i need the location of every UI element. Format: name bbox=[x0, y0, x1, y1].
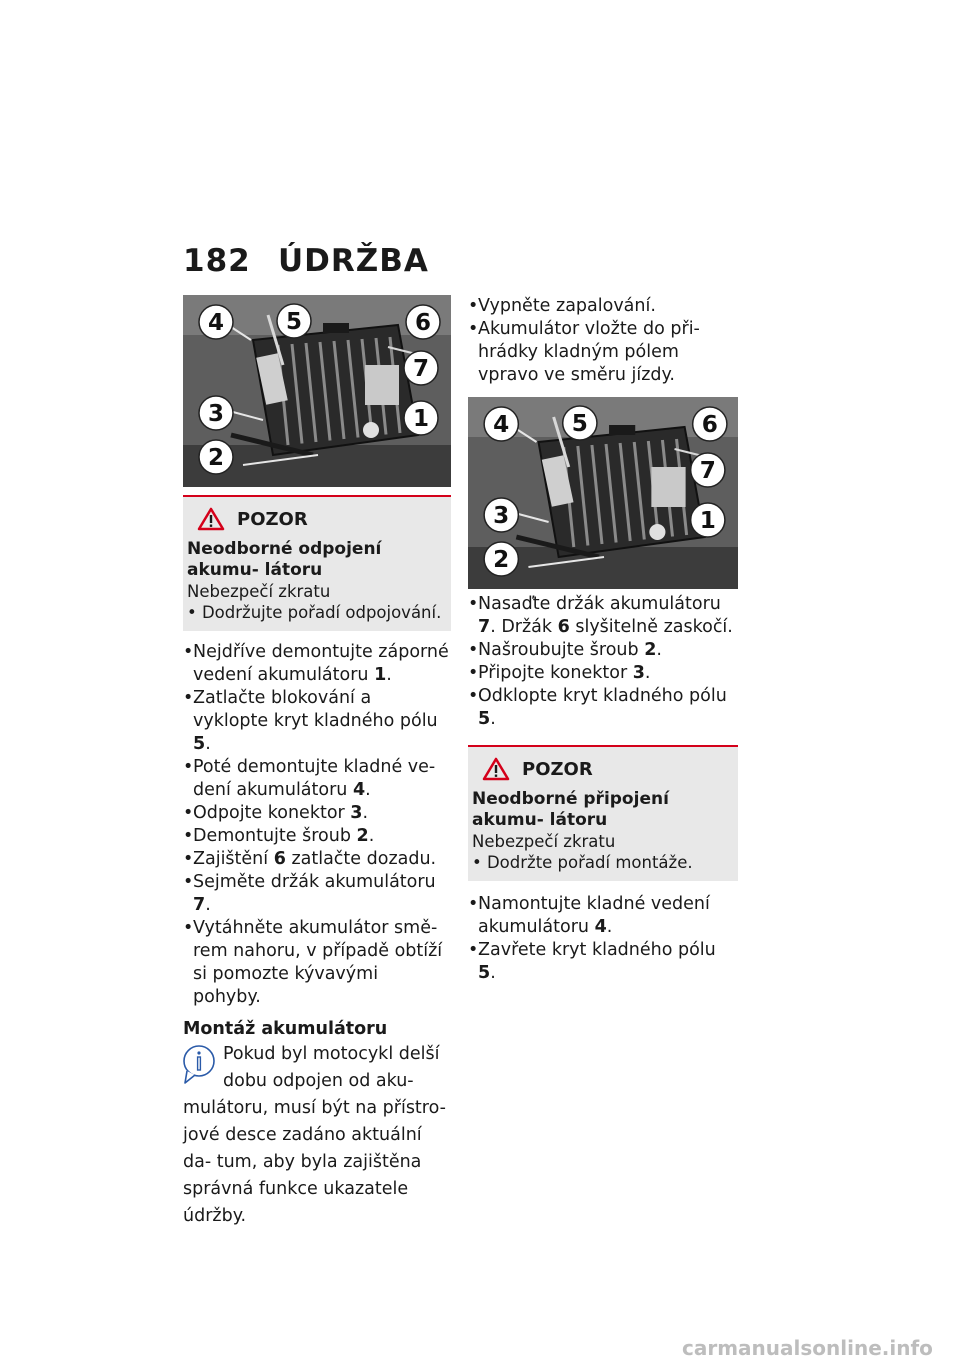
step-ref-number: 7 bbox=[193, 895, 206, 915]
left-column bbox=[183, 295, 451, 1230]
warning-triangle-icon bbox=[197, 507, 225, 531]
installation-steps-top bbox=[468, 295, 738, 387]
step-text: Našroubujte šroub bbox=[478, 640, 645, 660]
info-icon bbox=[181, 1043, 217, 1087]
step-text: Odklopte kryt kladného pólu bbox=[478, 686, 727, 706]
step-item bbox=[468, 939, 738, 985]
step-text: . bbox=[490, 709, 496, 729]
step-item bbox=[468, 685, 738, 731]
step-text: Demontujte šroub bbox=[193, 826, 357, 846]
step-item bbox=[183, 871, 451, 917]
info-note bbox=[183, 1041, 451, 1230]
warning-subhead: Neodborné odpojení akumu- látoru bbox=[187, 539, 382, 580]
step-text: zatlačte dozadu. bbox=[285, 849, 437, 869]
callout-number: 6 bbox=[701, 412, 718, 438]
step-text: Akumulátor vložte do při- hrádky kladným pólem vpravo ve směru jízdy. bbox=[478, 319, 700, 385]
step-ref-number: 6 bbox=[557, 617, 570, 637]
step-text: Namontujte kladné vedení akumulátoru bbox=[478, 894, 710, 937]
step-item bbox=[183, 687, 451, 756]
step-item bbox=[183, 641, 451, 687]
step-item bbox=[468, 893, 738, 939]
step-text: . Držák bbox=[490, 617, 558, 637]
step-ref-number: 5 bbox=[478, 709, 491, 729]
step-text: . bbox=[205, 734, 211, 754]
step-item bbox=[183, 825, 451, 848]
battery-photo-left bbox=[183, 295, 451, 487]
section-title: Montáž akumulátoru bbox=[183, 1019, 388, 1039]
warning-label: POZOR bbox=[237, 508, 308, 530]
step-text: Sejměte držák akumulátoru bbox=[193, 872, 436, 892]
step-ref-number: 2 bbox=[356, 826, 369, 846]
step-item bbox=[468, 662, 738, 685]
step-item bbox=[468, 295, 738, 318]
warning-line: • Dodržte pořadí montáže. bbox=[472, 853, 693, 872]
step-item bbox=[468, 318, 738, 387]
step-text: . bbox=[365, 780, 371, 800]
page-number: 182 bbox=[183, 243, 251, 279]
installation-steps-mid bbox=[468, 593, 738, 731]
step-text: . bbox=[606, 917, 613, 937]
warning-box-left bbox=[183, 495, 451, 631]
step-ref-number: 4 bbox=[594, 917, 607, 937]
step-ref-number: 5 bbox=[193, 734, 206, 754]
step-ref-number: 3 bbox=[350, 803, 363, 823]
page-title: ÚDRŽBA bbox=[278, 243, 429, 279]
step-text: Poté demontujte kladné ve- dení akumulátoru bbox=[193, 757, 436, 800]
callout-number: 7 bbox=[699, 458, 716, 484]
step-ref-number: 2 bbox=[644, 640, 657, 660]
step-text: . bbox=[386, 665, 392, 685]
step-text: Vypněte zapalování. bbox=[478, 296, 656, 316]
callout-number: 4 bbox=[493, 412, 510, 438]
step-text: Odpojte konektor bbox=[193, 803, 351, 823]
callout-number: 5 bbox=[285, 309, 303, 335]
step-ref-number: 1 bbox=[374, 665, 387, 685]
step-text: . bbox=[490, 963, 496, 983]
step-ref-number: 4 bbox=[352, 780, 366, 800]
callout-number: 7 bbox=[412, 356, 430, 382]
installation-steps-bottom bbox=[468, 893, 738, 985]
callout-number: 5 bbox=[571, 411, 588, 437]
step-text: Zavřete kryt kladného pólu bbox=[478, 940, 716, 960]
step-text: . bbox=[205, 895, 211, 915]
callout-number: 2 bbox=[207, 445, 225, 471]
step-ref-number: 3 bbox=[632, 663, 645, 683]
step-item bbox=[183, 917, 451, 1009]
step-text: . bbox=[644, 663, 651, 683]
warning-label: POZOR bbox=[522, 758, 593, 780]
step-text: slyšitelně zaskočí. bbox=[569, 617, 733, 637]
step-text: Zatlačte blokování a vyklopte kryt kladného pólu bbox=[193, 688, 438, 731]
step-ref-number: 7 bbox=[478, 617, 491, 637]
right-column bbox=[468, 295, 738, 985]
step-text: . bbox=[362, 803, 369, 823]
step-item bbox=[183, 756, 451, 802]
callout-number: 1 bbox=[412, 406, 430, 432]
step-text: Nejdříve demontujte záporné vedení akumulátoru bbox=[193, 642, 449, 685]
step-ref-number: 6 bbox=[273, 849, 286, 869]
step-item bbox=[183, 848, 451, 871]
info-note-text: Pokud byl motocykl delší dobu odpojen od aku- mulátoru, musí být na přístro- jové desce zadáno aktuální da- tum, aby byla zajištěna správná funkce ukazatele údržby. bbox=[183, 1044, 446, 1226]
step-text: . bbox=[368, 826, 375, 846]
warning-line: Nebezpečí zkratu bbox=[472, 832, 616, 851]
step-text: Připojte konektor bbox=[478, 663, 633, 683]
callout-number: 4 bbox=[207, 310, 225, 336]
page-header bbox=[183, 243, 429, 279]
callout-number: 3 bbox=[207, 401, 225, 427]
step-text: Vytáhněte akumulátor smě- rem nahoru, v případě obtíží si pomozte kývavými pohyby. bbox=[193, 918, 443, 1007]
callout-number: 6 bbox=[414, 310, 432, 336]
step-text: Zajištění bbox=[193, 849, 274, 869]
step-text: Nasaďte držák akumulátoru bbox=[478, 594, 721, 614]
step-item bbox=[468, 639, 738, 662]
warning-triangle-icon bbox=[482, 757, 510, 781]
warning-subhead: Neodborné připojení akumu- látoru bbox=[472, 789, 669, 830]
step-text: . bbox=[656, 640, 662, 660]
battery-photo-right bbox=[468, 397, 738, 589]
callout-number: 1 bbox=[699, 508, 716, 534]
callout-number: 2 bbox=[493, 547, 510, 573]
step-item bbox=[183, 802, 451, 825]
callout-number: 3 bbox=[493, 503, 510, 529]
step-ref-number: 5 bbox=[478, 963, 491, 983]
step-item bbox=[468, 593, 738, 639]
warning-box-right bbox=[468, 745, 738, 881]
warning-line: Nebezpečí zkratu bbox=[187, 582, 331, 601]
warning-line: • Dodržujte pořadí odpojování. bbox=[187, 603, 442, 622]
watermark: carmanualsonline.info bbox=[682, 1336, 933, 1360]
removal-steps bbox=[183, 641, 451, 1009]
